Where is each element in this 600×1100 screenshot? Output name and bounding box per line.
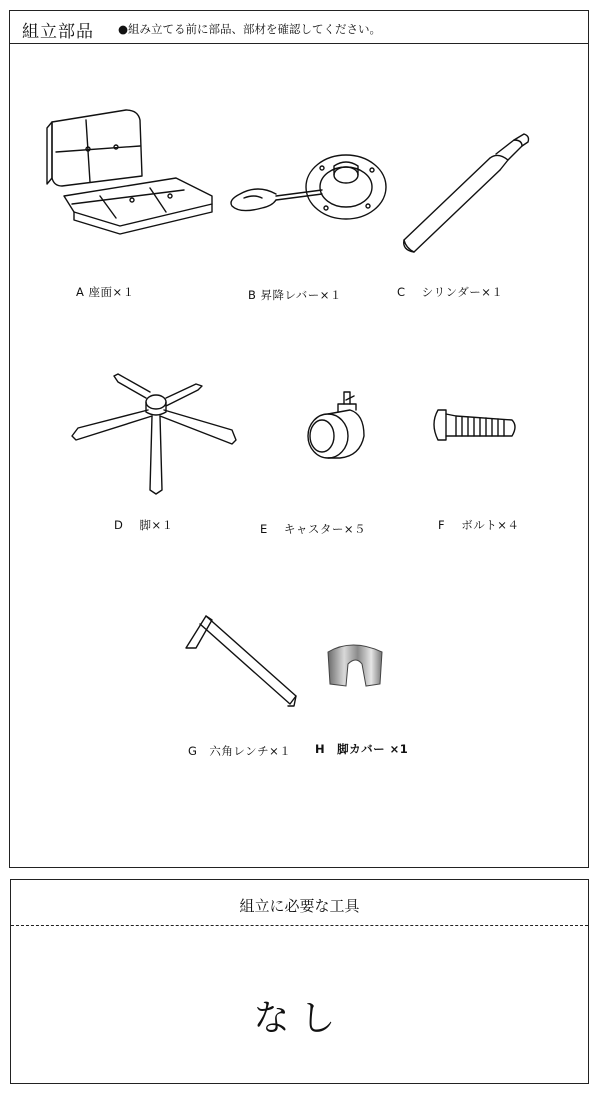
part-label-g: G 六角レンチ×１	[188, 744, 292, 758]
tools-title: 組立に必要な工具	[239, 897, 360, 915]
parts-note: ●組み立てる前に部品、部材を確認してください。	[118, 22, 382, 36]
parts-title: 組立部品	[22, 22, 94, 42]
caster-illustration	[308, 392, 364, 458]
part-label-a: A 座面×１	[76, 285, 135, 299]
tools-value: なし	[253, 998, 346, 1039]
part-label-h: H 脚カバー ×1	[315, 742, 409, 756]
part-label-f: F ボルト×４	[438, 518, 520, 532]
bolt-illustration	[434, 410, 515, 440]
part-label-b: B 昇降レバー×１	[248, 288, 342, 302]
part-label-c: C シリンダー×１	[397, 285, 504, 299]
tools-divider	[11, 925, 588, 926]
hex-wrench-illustration	[186, 616, 296, 706]
base-illustration	[72, 374, 236, 494]
lift-lever-illustration	[231, 155, 386, 219]
part-label-e: E キャスター×５	[260, 522, 367, 536]
leg-cover-illustration	[328, 645, 382, 686]
seat-illustration	[47, 110, 212, 234]
part-label-d: D 脚×１	[114, 518, 174, 532]
tools-panel	[10, 879, 589, 1084]
cylinder-illustration	[404, 134, 529, 252]
